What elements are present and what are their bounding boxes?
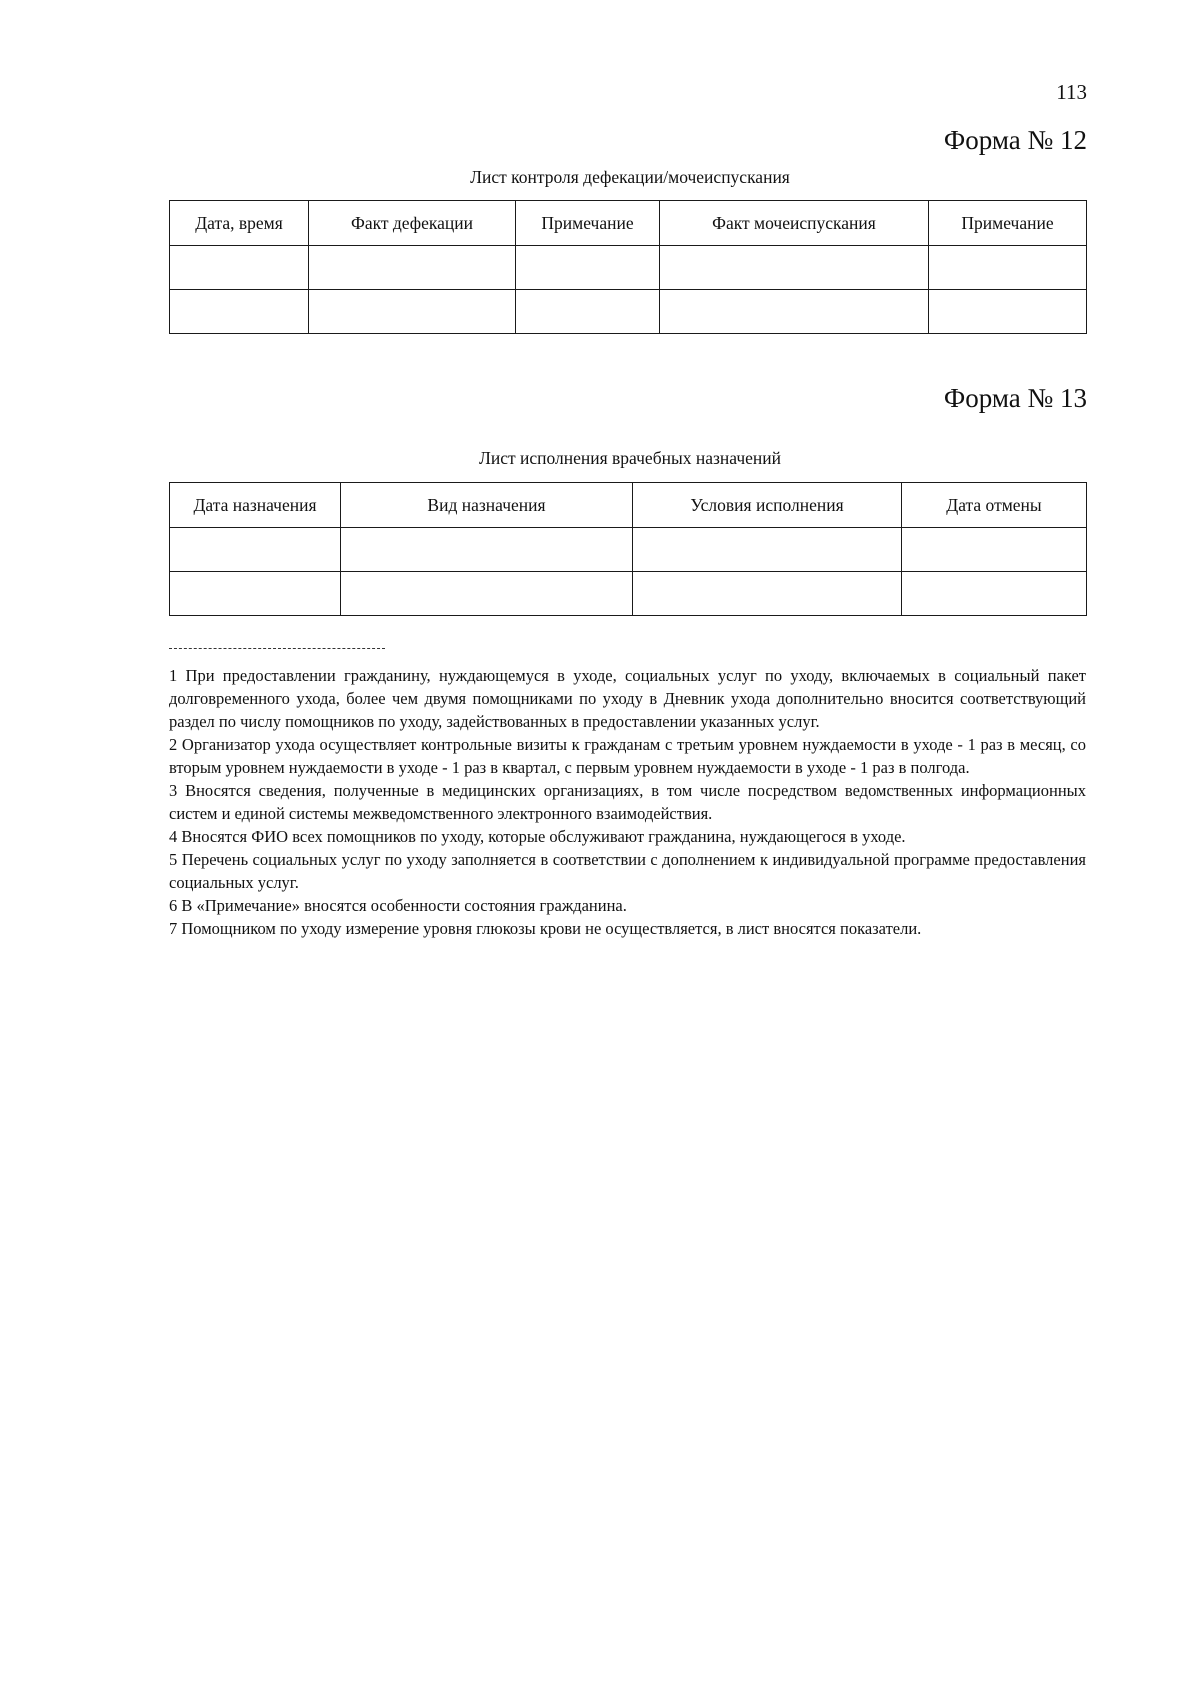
page-number: 113	[1056, 80, 1087, 104]
form-13-title: Лист исполнения врачебных назначений	[478, 448, 781, 468]
column-header-prescription-date: Дата назначения	[170, 483, 341, 528]
table-row	[170, 572, 1087, 616]
footnote-5: 5 Перечень социальных услуг по уходу заполняется в соответствии с дополнением к индивидуальной программе предоставления социальных услуг.	[169, 850, 1086, 892]
table-cell[interactable]	[516, 290, 660, 334]
form-13-label: Форма № 13	[943, 383, 1087, 413]
column-header-urination: Факт мочеиспускания	[660, 201, 929, 246]
table-cell[interactable]	[170, 246, 309, 290]
table-row	[170, 246, 1087, 290]
table-cell[interactable]	[341, 572, 633, 616]
table-row	[170, 528, 1087, 572]
table-cell[interactable]	[660, 290, 929, 334]
form-12-title: Лист контроля дефекации/мочеиспускания	[470, 167, 790, 187]
table-cell[interactable]	[929, 246, 1087, 290]
footnote-2: 2 Организатор ухода осуществляет контрольные визиты к гражданам с третьим уровнем нуждаемости в уходе - 1 раз в месяц, со вторым уровнем нуждаемости в уходе - 1 раз в квартал, с первым уровнем нуждаемости в уходе - 1 раз в полгода.	[169, 735, 1086, 777]
footnotes	[169, 648, 1086, 940]
column-header-execution-conditions: Условия исполнения	[633, 483, 902, 528]
form-13-table	[169, 482, 1087, 616]
table-row	[170, 290, 1087, 334]
table-cell[interactable]	[309, 246, 516, 290]
table-cell[interactable]	[660, 246, 929, 290]
form-13-header-row	[170, 483, 1087, 528]
column-header-note: Примечание	[516, 201, 660, 246]
column-header-date-time: Дата, время	[170, 201, 309, 246]
form-12-table	[169, 200, 1087, 334]
table-cell[interactable]	[633, 572, 902, 616]
form-12-label: Форма № 12	[943, 125, 1087, 155]
footnote-3: 3 Вносятся сведения, полученные в медицинских организациях, в том числе посредством ведомственных информационных систем и единой системы межведомственного электронного взаимодействия.	[169, 781, 1086, 823]
column-header-defecation: Факт дефекации	[309, 201, 516, 246]
table-cell[interactable]	[170, 572, 341, 616]
footnote-6: 6 В «Примечание» вносятся особенности состояния гражданина.	[169, 896, 627, 915]
column-header-prescription-type: Вид назначения	[341, 483, 633, 528]
column-header-cancellation-date: Дата отмены	[902, 483, 1087, 528]
footnote-4: 4 Вносятся ФИО всех помощников по уходу, которые обслуживают гражданина, нуждающегося в уходе.	[169, 827, 906, 846]
footnote-1: 1 При предоставлении гражданину, нуждающемуся в уходе, социальных услуг по уходу, включаемых в социальный пакет долговременного ухода, более чем двумя помощниками по уходу в Дневник ухода дополнительно вносится соответствующий раздел по числу помощников по уходу, задействованных в предоставлении указанных услуг.	[169, 666, 1086, 731]
table-cell[interactable]	[516, 246, 660, 290]
table-cell[interactable]	[929, 290, 1087, 334]
form-12-header-row	[170, 201, 1087, 246]
footnote-divider	[169, 648, 385, 649]
table-cell[interactable]	[341, 528, 633, 572]
table-cell[interactable]	[170, 528, 341, 572]
table-cell[interactable]	[633, 528, 902, 572]
footnote-7: 7 Помощником по уходу измерение уровня глюкозы крови не осуществляется, в лист вносятся показатели.	[169, 919, 922, 938]
table-cell[interactable]	[309, 290, 516, 334]
table-cell[interactable]	[170, 290, 309, 334]
table-cell[interactable]	[902, 528, 1087, 572]
column-header-note: Примечание	[929, 201, 1087, 246]
table-cell[interactable]	[902, 572, 1087, 616]
